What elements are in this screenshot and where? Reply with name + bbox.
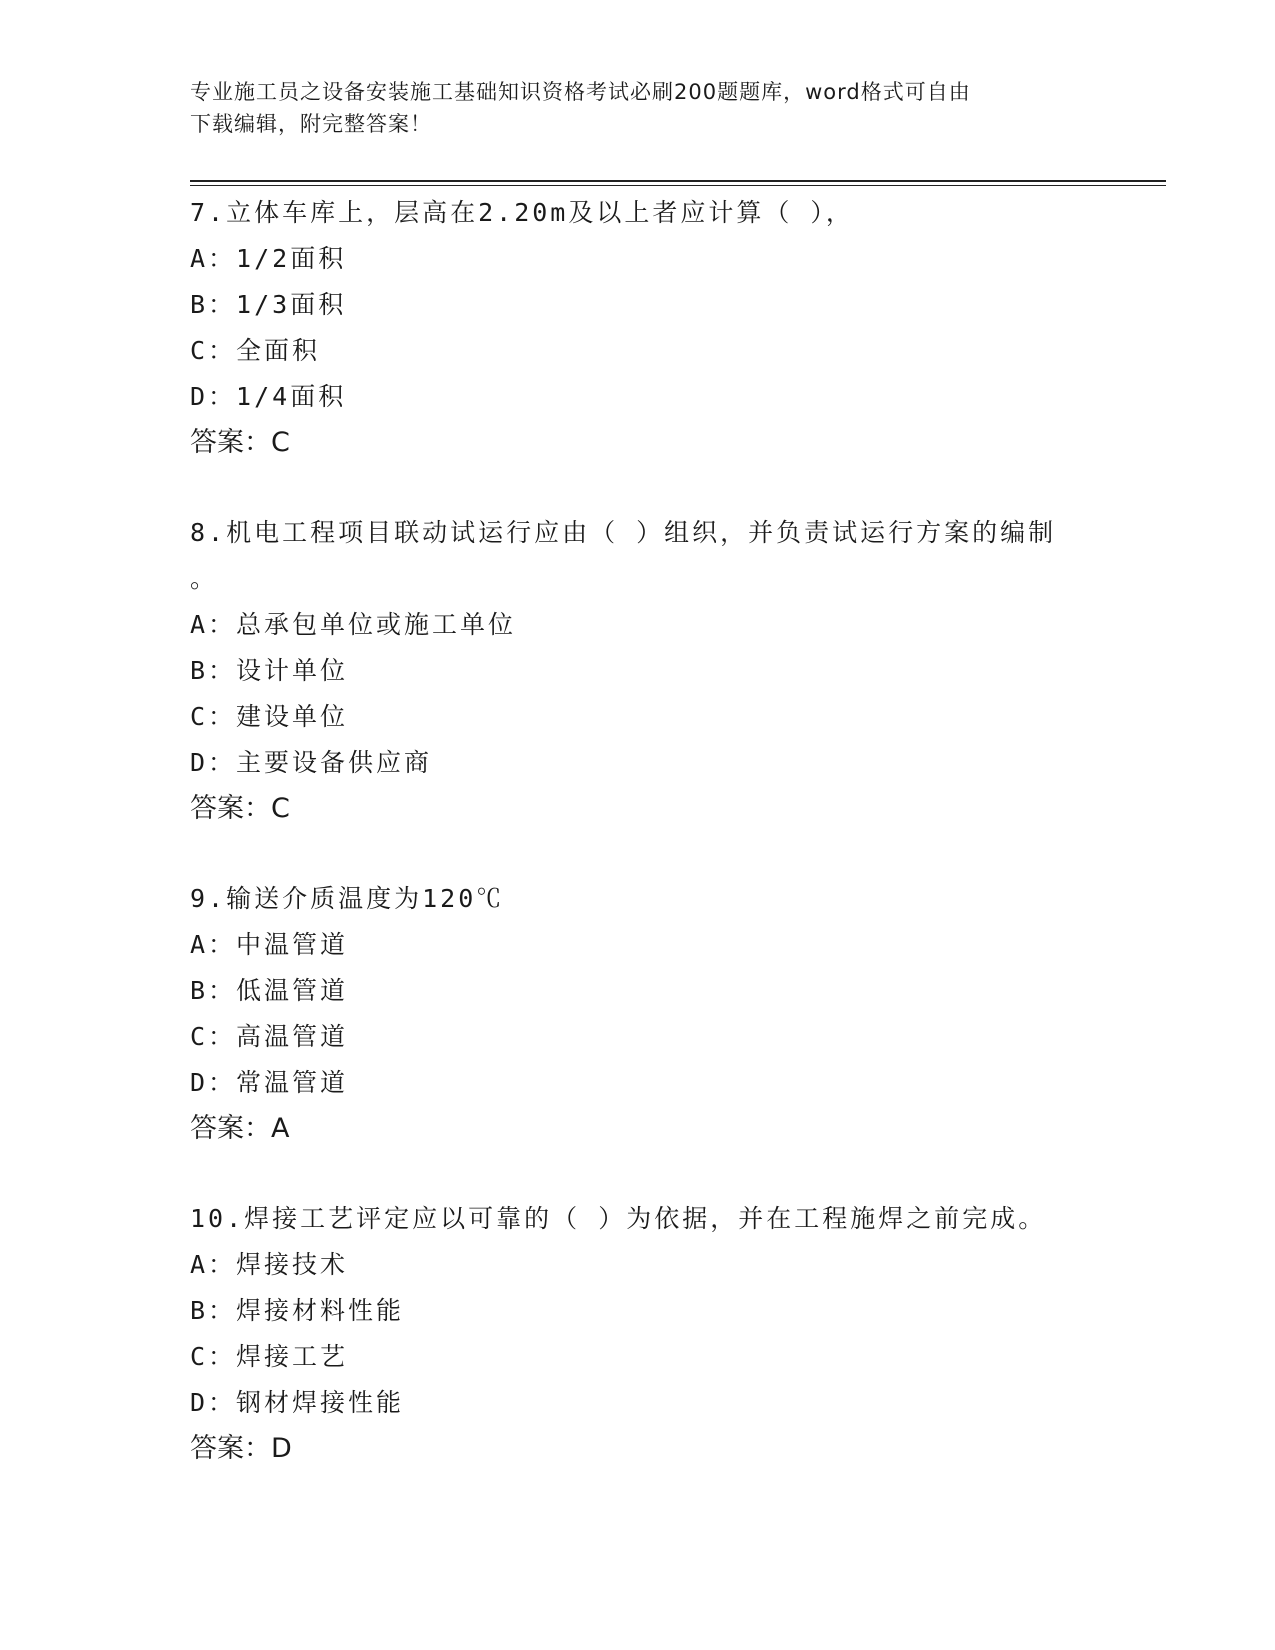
answer: 答案：C xyxy=(190,793,290,824)
question-title: 9.输送介质温度为120℃ xyxy=(190,884,505,913)
header-line-1: 专业施工员之设备安装施工基础知识资格考试必刷200题题库，word格式可自由 xyxy=(190,80,971,104)
question-7 xyxy=(190,190,1130,466)
option-b: B：低温管道 xyxy=(190,976,349,1005)
answer: 答案：D xyxy=(190,1433,292,1464)
question-title: 8.机电工程项目联动试运行应由（ ）组织，并负责试运行方案的编制 。 xyxy=(190,510,1130,602)
option-a: A：1/2面积 xyxy=(190,244,347,273)
option-b: B：焊接材料性能 xyxy=(190,1296,405,1325)
option-c: C：高温管道 xyxy=(190,1022,349,1051)
option-a: A：中温管道 xyxy=(190,930,349,959)
option-b: B：设计单位 xyxy=(190,656,349,685)
option-b: B：1/3面积 xyxy=(190,290,347,319)
answer: 答案：A xyxy=(190,1113,290,1144)
option-d: D：1/4面积 xyxy=(190,382,347,411)
option-c: C：焊接工艺 xyxy=(190,1342,349,1371)
question-10 xyxy=(190,1196,1130,1472)
question-list xyxy=(190,190,1130,1516)
option-a: A：焊接技术 xyxy=(190,1250,349,1279)
option-c: C：全面积 xyxy=(190,336,321,365)
option-c: C：建设单位 xyxy=(190,702,349,731)
option-d: D：主要设备供应商 xyxy=(190,748,433,777)
document-header xyxy=(190,76,1090,140)
question-8 xyxy=(190,510,1130,832)
question-title: 10.焊接工艺评定应以可靠的（ ）为依据，并在工程施焊之前完成。 xyxy=(190,1204,1047,1233)
option-d: D：钢材焊接性能 xyxy=(190,1388,405,1417)
header-line-2: 下载编辑，附完整答案！ xyxy=(190,112,432,136)
answer: 答案：C xyxy=(190,427,290,458)
question-9 xyxy=(190,876,1130,1152)
question-title: 7.立体车库上，层高在2.20m及以上者应计算（ ）， xyxy=(190,198,854,227)
option-d: D：常温管道 xyxy=(190,1068,349,1097)
header-divider xyxy=(190,180,1166,186)
option-a: A：总承包单位或施工单位 xyxy=(190,610,517,639)
question-title-continuation: 。 xyxy=(190,564,219,593)
